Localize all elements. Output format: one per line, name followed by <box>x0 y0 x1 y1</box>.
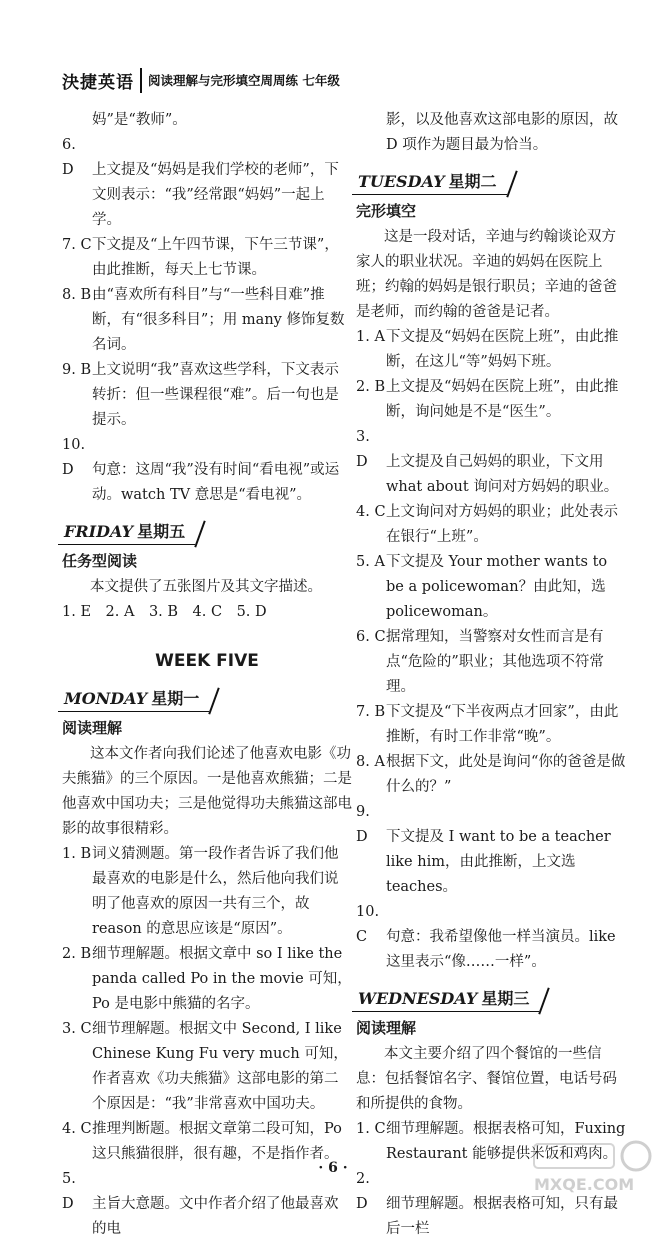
day-heading-tuesday: TUESDAY 星期二 <box>352 170 507 195</box>
day-heading-friday: FRIDAY 星期五 <box>58 520 195 545</box>
answer-item: 2. D 细节理解题。根据表格可知，只有最后一栏 <box>356 1171 618 1237</box>
answer-item: 10. D 句意：这周“我”没有时间“看电视”或运动。watch TV 意思是“看电视”。 <box>62 437 340 503</box>
page-header <box>62 66 622 94</box>
section-intro: 这本文作者向我们论述了他喜欢电影《功夫熊猫》的三个原因。一是他喜欢熊猫；二是他喜欢中国功夫；三是他觉得功夫熊猫这部电影的故事很精彩。 <box>62 746 352 837</box>
section-title: 完形填空 <box>356 202 417 220</box>
answer-item: 1. B词义猜测题。第一段作者告诉了我们他最喜欢的电影是什么，然后他向我们说明了他喜欢的原因一共有三个，故 reason 的意思应该是“原因”。 <box>62 846 339 937</box>
answer-item: 8. B由“喜欢所有科目”与“一些科目难”推断，有“很多科目”；用 many 修饰复数名词。 <box>62 287 345 353</box>
left-column <box>62 108 352 1242</box>
brand-logo: 決捷英语 <box>62 68 142 93</box>
section-intro: 本文主要介绍了四个餐馆的一些信息：包括餐馆名字、餐馆位置，电话号码和所提供的食物。 <box>356 1046 617 1112</box>
answer-item: 5. A下文提及 Your mother wants to be a policewoman？由此知，选 policewoman。 <box>356 554 608 620</box>
answer-item: 9. D 下文提及 I want to be a teacher like him，由此推断，上文选 teaches。 <box>356 804 611 895</box>
answer-item: 2. B上文提及“妈妈在医院上班”，由此推断，询问她是不是“医生”。 <box>356 379 619 420</box>
day-heading-wednesday: WEDNESDAY 星期三 <box>352 987 539 1012</box>
answer-item: 9. B上文说明“我”喜欢这些学科，下文表示转折：但一些课程很“难”。后一句也是提示。 <box>62 362 339 428</box>
day-heading-monday: MONDAY 星期一 <box>58 687 209 712</box>
answer-item: 6. C据常理知，当警察对女性而言是有点“危险的”职业；其他选项不符常理。 <box>356 629 604 695</box>
answer-item: 8. A根据下文，此处是询问“你的爸爸是做什么的？” <box>356 754 626 795</box>
section-title: 阅读理解 <box>356 1019 417 1037</box>
section-title: 阅读理解 <box>62 719 123 737</box>
answer-continuation: 妈”是“教师”。 <box>92 112 187 128</box>
answer-item: 4. C上文询问对方妈妈的职业；此处表示在银行“上班”。 <box>356 504 618 545</box>
watermark-logo <box>528 1138 658 1194</box>
answer-list: 1. E 2. A 3. B 4. C 5. D <box>62 604 267 620</box>
answer-continuation: 影，以及他喜欢这部电影的原因，故 D 项作为题目最为恰当。 <box>386 112 618 153</box>
page-number: · 6 · <box>318 1160 348 1176</box>
answer-item: 4. C推理判断题。根据文章第二段可知，Po 这只熊猫很胖，很有趣，不是指作者。 <box>62 1121 342 1162</box>
answer-item: 7. C下文提及“上午四节课，下午三节课”，由此推断，每天上七节课。 <box>62 237 339 278</box>
answer-item: 2. B细节理解题。根据文章中 so I like the panda called Po in the movie 可知，Po 是电影中熊猫的名字。 <box>62 946 352 1012</box>
answer-item: 7. B下文提及“下半夜两点才回家”，由此推断，有时工作非常“晚”。 <box>356 704 619 745</box>
answer-item: 6. D 上文提及“妈妈是我们学校的老师”，下文则表示：“我”经常跟“妈妈”一起上学。 <box>62 137 339 228</box>
week-title: WEEK FIVE <box>155 651 259 671</box>
section-intro: 本文提供了五张图片及其文字描述。 <box>90 579 322 595</box>
answer-item: 1. A下文提及“妈妈在医院上班”，由此推断，在这儿“等”妈妈下班。 <box>356 329 619 370</box>
answer-item: 10. C 句意：我希望像他一样当演员。like 这里表示“像……一样”。 <box>356 904 616 970</box>
right-column <box>356 108 626 1242</box>
answer-item: 5. D 主旨大意题。文中作者介绍了他最喜欢的电 <box>62 1171 339 1237</box>
answer-item: 3. C细节理解题。根据文中 Second, I like Chinese Kung Fu very much 可知，作者喜欢《功夫熊猫》这部电影的第二个原因是：“我”非常喜欢中国功夫。 <box>62 1021 348 1112</box>
answer-item: 1. C细节理解题。根据表格可知，Fuxing Restaurant 能够提供米饭和鸡肉。 <box>356 1121 626 1162</box>
section-intro: 这是一段对话，辛迪与约翰谈论双方家人的职业状况。辛迪的妈妈在医院上班；约翰的妈妈是银行职员；辛迪的爸爸是老师，而约翰的爸爸是记者。 <box>356 229 617 320</box>
section-title: 任务型阅读 <box>62 552 138 570</box>
watermark-text: MXQE.COM <box>534 1175 635 1194</box>
answer-item: 3. D 上文提及自己妈妈的职业，下文用 what about 询问对方妈妈的职业。 <box>356 429 619 495</box>
series-title: 阅读理解与完形填空周周练 七年级 <box>148 73 340 88</box>
